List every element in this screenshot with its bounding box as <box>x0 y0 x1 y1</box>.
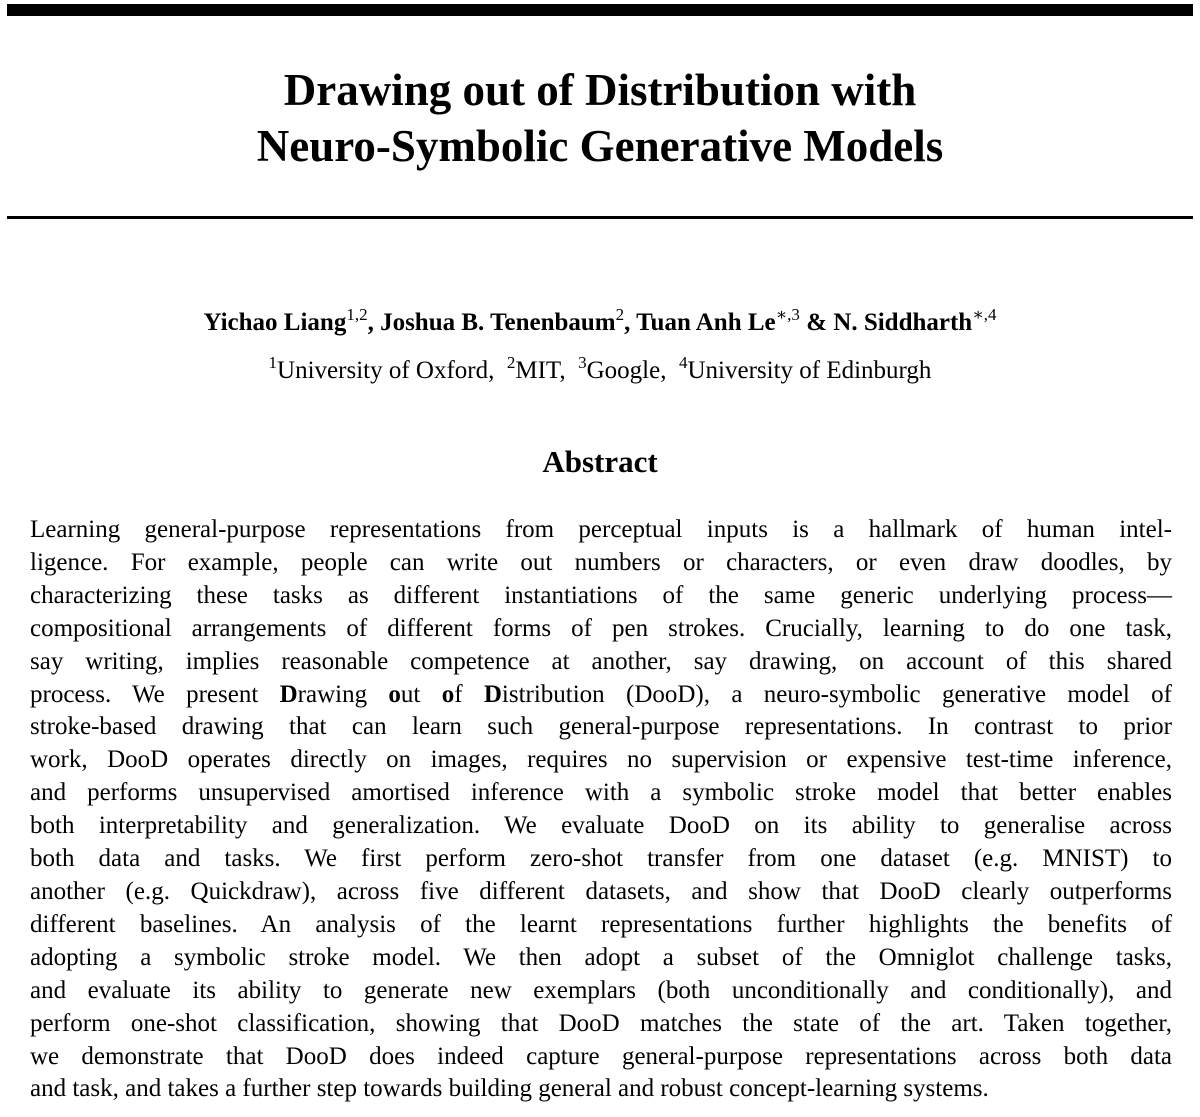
affiliation-name: MIT <box>515 357 560 384</box>
abstract-line: and performs unsupervised amortised inference with a symbolic stroke model that better enables <box>30 779 1172 807</box>
abstract-line: different baselines. An analysis of the learnt representations further highlights the benefits of <box>30 910 1172 938</box>
abstract-line: process. We present Drawing out of Distribution (DooD), a neuro-symbolic generative model of <box>30 680 1172 708</box>
author-list <box>0 303 1200 343</box>
abstract-line: work, DooD operates directly on images, requires no supervision or expensive test-time inference, <box>30 746 1172 774</box>
affiliation-list <box>0 351 1200 391</box>
abstract-line: ligence. For example, people can write out numbers or characters, or even draw doodles, by <box>30 548 1172 576</box>
abstract-line: say writing, implies reasonable competence at another, say drawing, on account of this shared <box>30 647 1172 675</box>
abstract-emphasis: D <box>279 680 298 708</box>
paper-title <box>0 62 1200 174</box>
abstract-body <box>30 514 1172 1106</box>
abstract-line: characterizing these tasks as different instantiations of the same generic underlying process— <box>30 581 1172 609</box>
affiliation-separator: , <box>488 357 507 384</box>
author-marks: ∗,4 <box>972 305 997 324</box>
top-rule <box>7 4 1193 16</box>
abstract-line: adopting a symbolic stroke model. We then adopt a subset of the Omniglot challenge tasks, <box>30 943 1172 971</box>
abstract-line: perform one-shot classification, showing that DooD matches the state of the art. Taken together, <box>30 1009 1172 1037</box>
abstract-line: another (e.g. Quickdraw), across five different datasets, and show that DooD clearly outperforms <box>30 877 1172 905</box>
abstract-line: and task, and takes a further step towards building general and robust concept-learning systems. <box>30 1075 989 1103</box>
author-name: Joshua B. Tenenbaum <box>380 309 616 336</box>
title-rule <box>7 216 1193 219</box>
author-separator: & <box>799 309 834 336</box>
affiliation-mark: 2 <box>506 353 516 372</box>
abstract-line: both data and tasks. We first perform zero-shot transfer from one dataset (e.g. MNIST) to <box>30 845 1172 873</box>
author-name: N. Siddharth <box>833 309 973 336</box>
abstract-line: both interpretability and generalization. We evaluate DooD on its ability to generalise across <box>30 812 1172 840</box>
author-separator: , <box>624 309 637 336</box>
affiliation-name: Google <box>586 357 661 384</box>
title-line: Neuro-Symbolic Generative Models <box>256 121 944 171</box>
affiliation-mark: 1 <box>268 353 278 372</box>
abstract-heading: Abstract <box>542 444 658 479</box>
author-marks: 1,2 <box>346 305 368 324</box>
affiliation-separator: , <box>559 357 579 384</box>
abstract-line: Learning general-purpose representations from perceptual inputs is a hallmark of human intel- <box>30 516 1172 543</box>
affiliation-mark: 3 <box>578 353 587 372</box>
abstract-emphasis: o <box>388 680 401 708</box>
author-name: Yichao Liang <box>203 309 347 336</box>
abstract-emphasis: o <box>441 680 455 708</box>
abstract-line: compositional arrangements of different forms of pen strokes. Crucially, learning to do one task, <box>30 614 1172 642</box>
affiliation-name: University of Oxford <box>277 357 489 384</box>
author-name: Tuan Anh Le <box>636 309 776 336</box>
title-line: Drawing out of Distribution with <box>283 65 917 115</box>
affiliation-mark: 4 <box>678 353 688 372</box>
author-marks: 2 <box>615 305 625 324</box>
author-separator: , <box>367 309 381 336</box>
abstract-emphasis: D <box>483 680 502 708</box>
affiliation-separator: , <box>660 357 679 384</box>
abstract-line: stroke-based drawing that can learn such general-purpose representations. In contrast to prior <box>30 713 1172 741</box>
abstract-line: and evaluate its ability to generate new exemplars (both unconditionally and conditionally), and <box>30 976 1172 1004</box>
abstract-line: we demonstrate that DooD does indeed capture general-purpose representations across both data <box>30 1042 1172 1070</box>
author-marks: ∗,3 <box>775 305 800 324</box>
affiliation-name: University of Edinburgh <box>687 357 932 384</box>
